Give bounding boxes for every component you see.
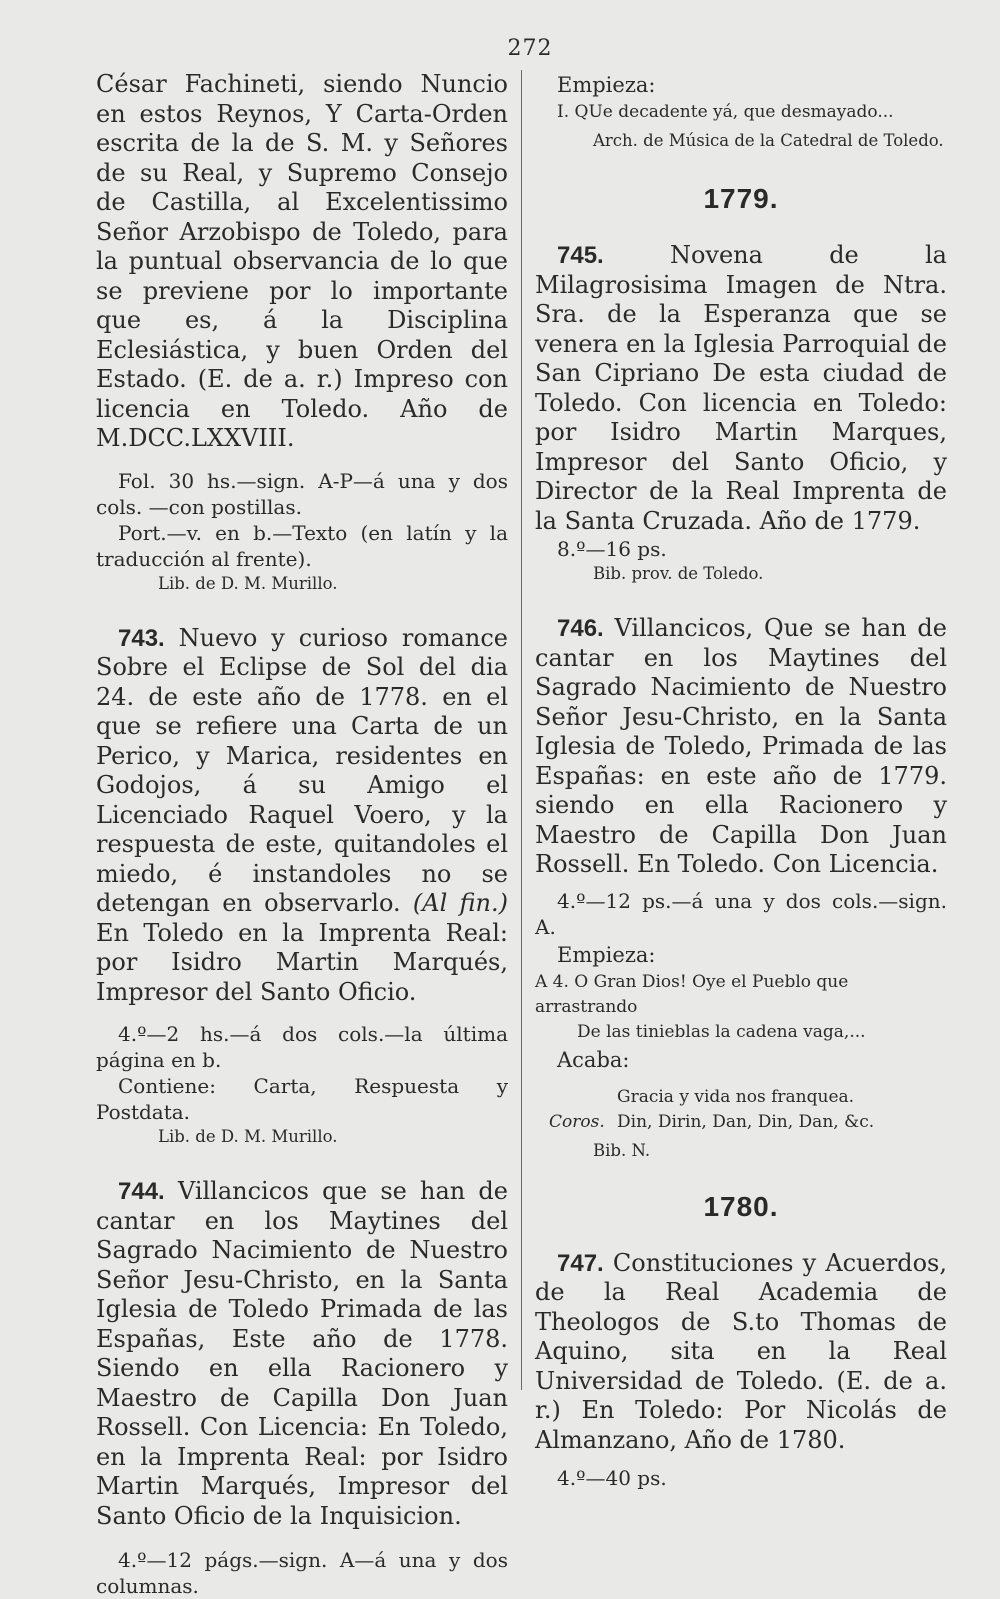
entry-743-description-1: 4.º—2 hs.—á dos cols.—la última página en b. xyxy=(96,1022,508,1072)
entry-744-text: Villancicos que se han de cantar en los Maytines del Sagrado Nacimiento de Nuestro Señor Jesu-Christo, en la Santa Iglesia de Toledo Primada de las Españas, Este año de 1778. Siendo en ella Racionero y Maestro de Capilla Don Juan Rossell. Con Licencia: En Toledo, en la Imprenta Real: por Isidro Martin Marqués, Impresor del Santo Oficio de la Inquisicion. xyxy=(96,1177,508,1530)
explicit-verse-1: Gracia y vida nos franquea. xyxy=(617,1086,855,1107)
entry-744-source: Arch. de Música de la Catedral de Toledo. xyxy=(593,131,944,150)
entry-745-text: Novena de la Milagrosisima Imagen de Ntra. Sra. de la Esperanza que se venera en la Iglesia Parroquial de San Cipriano De esta ciudad de Toledo. Con licencia en Toledo: por Isidro Martin Marques, Impresor del Santo Oficio, y Director de la Real Imprenta de la Santa Cruzada. Año de 1779. xyxy=(535,241,947,535)
explicit-coros-line xyxy=(535,1110,947,1135)
incipit-verse-1: I. QUe decadente yá, que desmayado... xyxy=(557,102,894,122)
entry-744-number: 744. xyxy=(118,1178,165,1205)
entry-742-source: Lib. de D. M. Murillo. xyxy=(158,573,338,593)
entry-745-number: 745. xyxy=(557,242,604,269)
entry-745-description: 8.º—16 ps. xyxy=(557,537,667,561)
entry-746-number: 746. xyxy=(557,615,604,642)
entry-743-italic: (Al fin.) xyxy=(412,889,508,917)
entry-743-description-2: Contiene: Carta, Respuesta y Postdata. xyxy=(96,1074,508,1124)
left-column xyxy=(96,70,508,1599)
entry-743 xyxy=(96,624,508,1008)
explicit-label: Acaba: xyxy=(557,1047,630,1072)
entry-743-source: Lib. de D. M. Murillo. xyxy=(158,1127,338,1146)
year-heading-1779: 1779. xyxy=(703,183,779,214)
incipit-label-2: Empieza: xyxy=(557,942,656,967)
entry-747-description: 4.º—40 ps. xyxy=(557,1466,667,1490)
entry-747-number: 747. xyxy=(557,1249,604,1277)
entry-746 xyxy=(535,614,947,880)
entry-744-description: 4.º—12 págs.—sign. A—á una y dos columnas. xyxy=(96,1548,508,1598)
entry-743-text-a: Nuevo y curioso romance Sobre el Eclipse de Sol del dia 24. de este año de 1778. en el que se refiere una Carta de un Perico, y Marica, residentes en Godojos, á su Amigo el Licenciado Raquel Voero, y la respuesta de este, quitandoles el miedo, é instandoles no se detengan en observarlo. xyxy=(96,623,508,917)
page-number: 272 xyxy=(507,36,553,61)
incipit-label-1: Empieza: xyxy=(557,73,656,97)
entry-746-text: Villancicos, Que se han de cantar en los Maytines del Sagrado Nacimiento de Nuestro Señor Jesu-Christo, en la Santa Iglesia de Toledo, Primada de las Españas: en este año de 1779. siendo en ella Racionero y Maestro de Capilla Don Juan Rossell. En Toledo. Con Licencia. xyxy=(535,614,947,878)
right-column xyxy=(535,70,947,1491)
entry-746-description: 4.º—12 ps.—á una y dos cols.—sign. A. xyxy=(535,888,947,939)
entry-745 xyxy=(535,241,947,536)
incipit-verse-2b: De las tinieblas la cadena vaga,... xyxy=(577,1021,866,1042)
explicit-verse-2: Din, Dirin, Dan, Din, Dan, &c. xyxy=(617,1111,875,1132)
entry-743-number: 743. xyxy=(118,624,165,652)
entry-743-text-b: En Toledo en la Imprenta Real: por Isidro Martin Marqués, Impresor del Santo Oficio. xyxy=(96,918,508,1006)
entry-747-text: Constituciones y Acuerdos, de la Real Academia de Theologos de S.to Thomas de Aquino, sita en la Real Universidad de Toledo. (E. de a. r.) En Toledo: Por Nicolás de Almanzano, Año de 1780. xyxy=(535,1248,947,1454)
year-heading-1780: 1780. xyxy=(703,1190,779,1222)
entry-745-source: Bib. prov. de Toledo. xyxy=(593,564,764,583)
entry-742-description-1: Fol. 30 hs.—sign. A-P—á una y dos cols. —con postillas. xyxy=(96,468,508,519)
column-divider xyxy=(521,70,522,1390)
incipit-verse-2a: A 4. O Gran Dios! Oye el Pueblo que arrastrando xyxy=(535,971,849,1017)
entry-746-source: Bib. N. xyxy=(593,1140,651,1160)
coros-label: Coros. xyxy=(549,1111,605,1132)
entry-742-description-2: Port.—v. en b.—Texto (en latín y la traducción al frente). xyxy=(96,520,508,571)
entry-742-continuation: César Fachineti, siendo Nuncio en estos Reynos, Y Carta-Orden escrita de la de S. M. y Señores de su Real, y Supremo Consejo de Castilla, al Excelentissimo Señor Arzobispo de Toledo, para la puntual observancia de lo que se previene por lo importante que es, á la Disciplina Eclesiástica, y buen Orden del Estado. (E. de a. r.) Impreso con licencia en Toledo. Año de M.DCC.LXXVIII. xyxy=(96,70,508,452)
entry-744 xyxy=(96,1177,508,1531)
entry-747 xyxy=(535,1249,947,1456)
